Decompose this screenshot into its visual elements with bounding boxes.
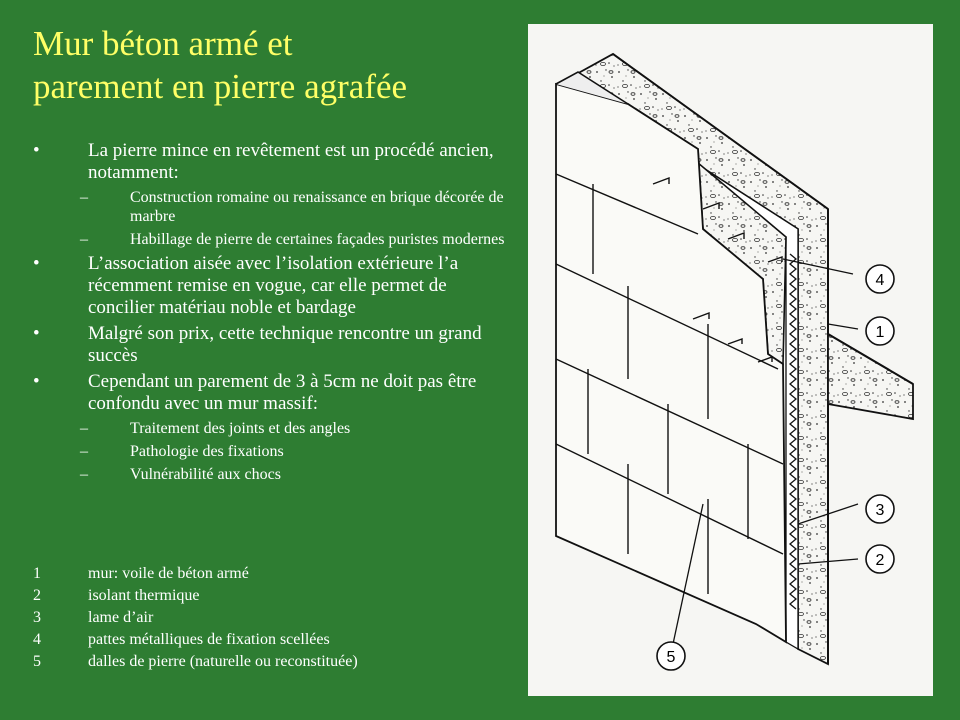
sub-bullet-item (33, 230, 513, 249)
legend-item (33, 629, 513, 651)
bullet-item (33, 140, 513, 184)
callout-circle-4 (866, 265, 894, 293)
dash-marker: – (80, 231, 88, 248)
sub-bullet-item (33, 188, 513, 226)
legend-text: isolant thermique (88, 587, 200, 604)
bullet-text: L’association aisée avec l’isolation extérieure l’a récemment remise en vogue, car elle permet de concilier matériau noble et bardage (88, 253, 459, 318)
bullet-marker: • (33, 253, 40, 274)
bullet-marker: • (33, 371, 40, 392)
sub-bullet-item (33, 442, 513, 461)
sub-bullet-text: Construction romaine ou renaissance en brique décorée de marbre (130, 189, 504, 225)
callout-circle-3 (866, 495, 894, 523)
legend-text: mur: voile de béton armé (88, 565, 249, 582)
callout-circle-1 (866, 317, 894, 345)
bullet-item (33, 253, 513, 319)
legend-item (33, 585, 513, 607)
callout-circle-5 (657, 642, 685, 670)
callout-label-2: 2 (875, 552, 885, 569)
bullet-marker: • (33, 323, 40, 344)
legend-item (33, 563, 513, 585)
bullet-text: Malgré son prix, cette technique rencontre un grand succès (88, 323, 482, 366)
bullet-marker: • (33, 140, 40, 161)
callout-label-1: 1 (875, 324, 885, 341)
sub-bullet-text: Habillage de pierre de certaines façades puristes modernes (130, 231, 505, 248)
sub-bullet-item (33, 419, 513, 438)
bullet-text: La pierre mince en revêtement est un procédé ancien, notamment: (88, 140, 494, 183)
legend-list (33, 563, 513, 673)
sub-bullet-item (33, 465, 513, 484)
wall-section-svg (528, 24, 933, 696)
dash-marker: – (80, 443, 88, 460)
legend-number: 5 (33, 653, 41, 670)
sub-bullet-text: Traitement des joints et des angles (130, 420, 351, 437)
bullet-list (33, 140, 513, 488)
slide-title-line-1: Mur béton armé et (33, 24, 293, 63)
legend-item (33, 607, 513, 629)
callout-label-4: 4 (875, 272, 885, 289)
callout-label-5: 5 (666, 649, 676, 666)
sub-bullet-text: Vulnérabilité aux chocs (130, 466, 281, 483)
legend-number: 3 (33, 609, 41, 626)
legend-number: 2 (33, 587, 41, 604)
wall-section-drawing (528, 24, 933, 696)
legend-text: lame d’air (88, 609, 154, 626)
dash-marker: – (80, 466, 88, 483)
legend-text: pattes métalliques de fixation scellées (88, 631, 330, 648)
legend-text: dalles de pierre (naturelle ou reconstituée) (88, 653, 358, 670)
legend-number: 4 (33, 631, 41, 648)
callout-circle-2 (866, 545, 894, 573)
dash-marker: – (80, 420, 88, 437)
dash-marker: – (80, 189, 88, 206)
legend-number: 1 (33, 565, 41, 582)
callout-label-3: 3 (875, 502, 885, 519)
slide-title-line-2: parement en pierre agrafée (33, 67, 408, 106)
sub-bullet-text: Pathologie des fixations (130, 443, 284, 460)
bullet-item (33, 371, 513, 415)
bullet-text: Cependant un parement de 3 à 5cm ne doit pas être confondu avec un mur massif: (88, 371, 477, 414)
bullet-item (33, 323, 513, 367)
legend-item (33, 651, 513, 673)
slide-title (33, 22, 513, 108)
